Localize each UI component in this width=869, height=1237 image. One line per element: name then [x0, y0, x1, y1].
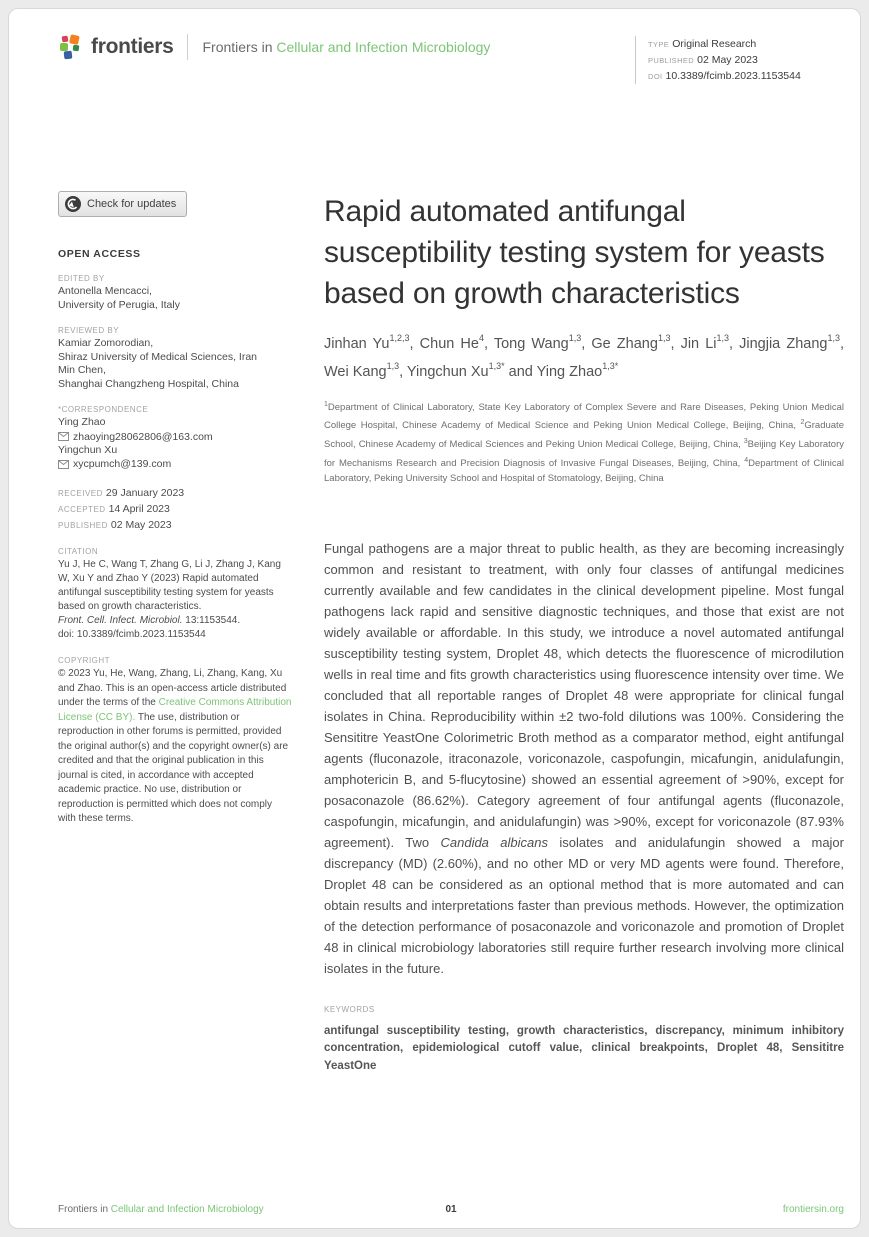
author-affiliation-sup: 1,3 [716, 333, 730, 343]
sidebar [58, 191, 292, 1075]
author-affiliation-sup: 1,2,3 [389, 333, 410, 343]
copyright-post: The use, distribution or reproduction in other forums is permitted, provided the original author(s) and the copyright owner(s) are credited and that the original publication in this journal is cited, in accordance with accepted academic practice. No use, distribution or reproduction is permitted which does not comply with these terms. [58, 711, 289, 824]
affiliation-sup: 1 [324, 400, 328, 408]
author-name: Ge Zhang [591, 335, 658, 352]
footer-journal-prefix: Frontiers in [58, 1204, 111, 1215]
header-divider [187, 34, 188, 60]
received-label: RECEIVED [58, 489, 103, 498]
affiliation-text: Beijing Key Laboratory for Mechanisms Research and Precision Diagnosis of Invasive Fungal Diseases, Beijing, China, [324, 439, 844, 469]
edited-by-affiliation: University of Perugia, Italy [58, 298, 180, 311]
envelope-icon [58, 432, 69, 441]
footer-site-link[interactable]: frontiersin.org [782, 1204, 844, 1215]
crossmark-icon [65, 196, 81, 212]
reviewer-name: Kamiar Zomorodian, [58, 337, 154, 349]
article-meta [635, 36, 844, 84]
correspondence-label: *CORRESPONDENCE [58, 405, 149, 414]
author-name: Chun He [419, 335, 479, 352]
meta-type-label: TYPE [648, 40, 670, 49]
citation-label: CITATION [58, 547, 99, 556]
correspondence-name: Ying Zhao [58, 416, 106, 428]
frontiers-logo-icon [58, 34, 84, 60]
author-name: Tong Wang [493, 335, 569, 352]
affiliations [324, 397, 844, 487]
correspondence-email-row [58, 430, 292, 444]
edited-by-label: EDITED BY [58, 274, 105, 283]
author-affiliation-sup: 1,3 [657, 333, 671, 343]
author-name: Ying Zhao [536, 363, 603, 380]
header [58, 34, 844, 84]
citation-volume: 13:1153544. [182, 615, 241, 626]
abstract [324, 538, 844, 979]
author-name: Yingchun Xu [406, 363, 489, 380]
accepted-label: ACCEPTED [58, 505, 106, 514]
footer-journal [58, 1204, 264, 1215]
correspondence-name: Yingchun Xu [58, 443, 118, 456]
author-affiliation-sup: 1,3 [827, 333, 840, 343]
meta-published-row [648, 52, 844, 68]
check-for-updates-button[interactable] [58, 191, 187, 217]
author-affiliation-sup: 4 [478, 333, 484, 343]
keywords-label: KEYWORDS [324, 1004, 375, 1014]
affiliation-sup: 4 [744, 456, 749, 464]
meta-doi-label: DOI [648, 72, 663, 81]
correspondence-email[interactable]: xycpumch@139.com [73, 458, 172, 470]
footer-journal-name: Cellular and Infection Microbiology [110, 1204, 264, 1215]
affiliation-text: Department of Clinical Laboratory, State Key Laboratory of Complex Severe and Rare Diseases, Peking Union Medical College Hospital, Chinese Academy of Medical Science and Peking Union Medical College, Beijing, China, [324, 401, 844, 432]
correspondence-email-row [58, 457, 292, 471]
reviewed-by-label: REVIEWED BY [58, 326, 120, 335]
author-affiliation-sup: 1,3 [386, 360, 400, 371]
author-affiliation-sup: 1,3* [602, 360, 619, 371]
edited-by-name: Antonella Mencacci, [58, 285, 152, 297]
correspondence-email[interactable]: zhaoying28062806@163.com [73, 430, 213, 443]
received-value: 29 January 2023 [105, 487, 185, 499]
affiliation-text: Graduate School, Chinese Academy of Medical Sciences and Peking Union Medical College, Beijing, China, [324, 420, 844, 451]
author-affiliation-sup: 1,3* [488, 360, 505, 371]
cc-by-license-link[interactable]: Creative Commons Attribution License (CC BY). [58, 697, 292, 723]
accepted-value: 14 April 2023 [108, 503, 170, 515]
citation-block [58, 558, 292, 642]
affiliation-sup: 3 [743, 437, 748, 445]
reviewer-affiliation: Shiraz University of Medical Sciences, Iran [58, 350, 257, 363]
article-title: Rapid automated antifungal susceptibility testing system for yeasts based on growth characteristics [324, 195, 825, 310]
journal-name: Cellular and Infection Microbiology [276, 39, 491, 55]
check-for-updates-label: Check for updates [87, 198, 177, 210]
meta-doi-value: 10.3389/fcimb.2023.1153544 [665, 70, 801, 82]
meta-type-row [648, 36, 844, 52]
envelope-icon [58, 460, 69, 469]
reviewer-affiliation: Shanghai Changzheng Hospital, China [58, 377, 239, 390]
frontiers-logo-text: frontiers [91, 35, 174, 58]
article-main [324, 191, 844, 1075]
meta-published-label: PUBLISHED [648, 56, 695, 65]
citation-journal: Front. Cell. Infect. Microbiol. [58, 615, 183, 626]
author-name: Jin Li [680, 335, 717, 352]
citation-text: Yu J, He C, Wang T, Zhang G, Li J, Zhang J, Kang W, Xu Y and Zhao Y (2023) Rapid automated antifungal susceptibility testing system for yeasts based on growth characteristics. [58, 559, 281, 612]
copyright-label: COPYRIGHT [58, 656, 111, 665]
author-name: Jinhan Yu [324, 335, 390, 352]
copyright-block [58, 667, 292, 827]
page-card [8, 8, 861, 1229]
accepted-row [58, 501, 292, 517]
received-row [58, 485, 292, 501]
abstract-italic-segment: Candida albicans [440, 834, 548, 850]
authors-line: Jinhan Yu$^{1,2,3}$, Chun He$^4$, Tong Wang$^{1,3}$, Ge Zhang$^{1,3}$, Jin Li$^{1,3}$, Jingjia Zhang$^{1,3}$, Wei Kang$^{1,3}$, Yingchun $Xu^{1,3*}$ and Ying Zhao$^{1,3*}$ [324, 333, 845, 380]
keywords-text: antifungal susceptibility testing, growth characteristics, discrepancy, minimum inhibitory concentration, epidemiological cutoff value, clinical breakpoints, Droplet 48, Sensititre YeastOne [324, 1024, 844, 1072]
author-name: Wei Kang [324, 363, 387, 380]
published-label: PUBLISHED [58, 521, 108, 530]
journal-prefix: Frontiers in [202, 39, 277, 55]
meta-published-value: 02 May 2023 [697, 54, 758, 66]
meta-type-value: Original Research [672, 38, 757, 50]
author-affiliation-sup: 1,3 [568, 333, 582, 343]
published-value: 02 May 2023 [110, 519, 172, 531]
published-row [58, 517, 292, 533]
citation-doi: doi: 10.3389/fcimb.2023.1153544 [58, 629, 206, 640]
abstract-segment: Fungal pathogens are a major threat to public health, as they are becoming increasingly common and resistant to treatment, with only four classes of antifungal medicines currently available and few candidates in the clinical development pipeline. Most fungal pathogens lack rapid and sensitive diagnostic techniques, and those that exist are not widely available or affordable. In this study, we introduce a novel automated antifungal susceptibility testing system, Droplet 48, which detects the fluorescence of microdilution wells in real time and fits growth characteristics using fluorescence intensity over time. We concluded that all reportable ranges of Droplet 48 were appropriate for clinical fungal isolates in China. Reproducibility within ±2 two-fold dilutions was 100%. Considering the Sensititre YeastOne Colorimetric Broth method as a comparator method, eight antifungal agents (fluconazole, itraconazole, voriconazole, caspofungin, micafungin, anidulafungin, amphotericin B, and 5-flucytosine) showed an essential agreement of >90%, except for posaconazole (86.62%). Category agreement of four antifungal agents (fluconazole, caspofungin, micafungin, and anidulafungin) was >90%, except for voriconazole (87.93% agreement). Two [324, 540, 844, 850]
affiliation-sup: 2 [800, 419, 805, 427]
reviewer-name: Min Chen, [58, 364, 106, 376]
dates-block [58, 485, 292, 533]
page-number: 01 [445, 1204, 457, 1215]
meta-doi-row [648, 68, 844, 84]
open-access-badge: OPEN ACCESS [58, 248, 141, 260]
affiliation-text: Department of Clinical Laboratory, Peking University School and Hospital of Stomatology, Beijing, China [324, 457, 844, 485]
header-branding [58, 34, 490, 60]
author-name: Jingjia Zhang [739, 335, 828, 352]
footer [58, 1204, 844, 1215]
copyright-pre: © 2023 Yu, He, Wang, Zhang, Li, Zhang, Kang, Xu and Zhao. This is an open-access article distributed under the terms of the [58, 668, 287, 708]
content [58, 191, 844, 1075]
journal-title [202, 39, 490, 55]
abstract-segment: isolates and anidulafungin showed a major discrepancy (MD) (2.60%), and no other MD or very MD agents were found. Therefore, Droplet 48 can be considered as an optional method that is more automated and can obtain results and interpretations faster than previous methods. However, the optimization of the detection performance of posaconazole and voriconazole and promotion of Droplet 48 in clinical microbiology laboratories still require further research involving more clinical isolates in the future. [324, 834, 844, 976]
